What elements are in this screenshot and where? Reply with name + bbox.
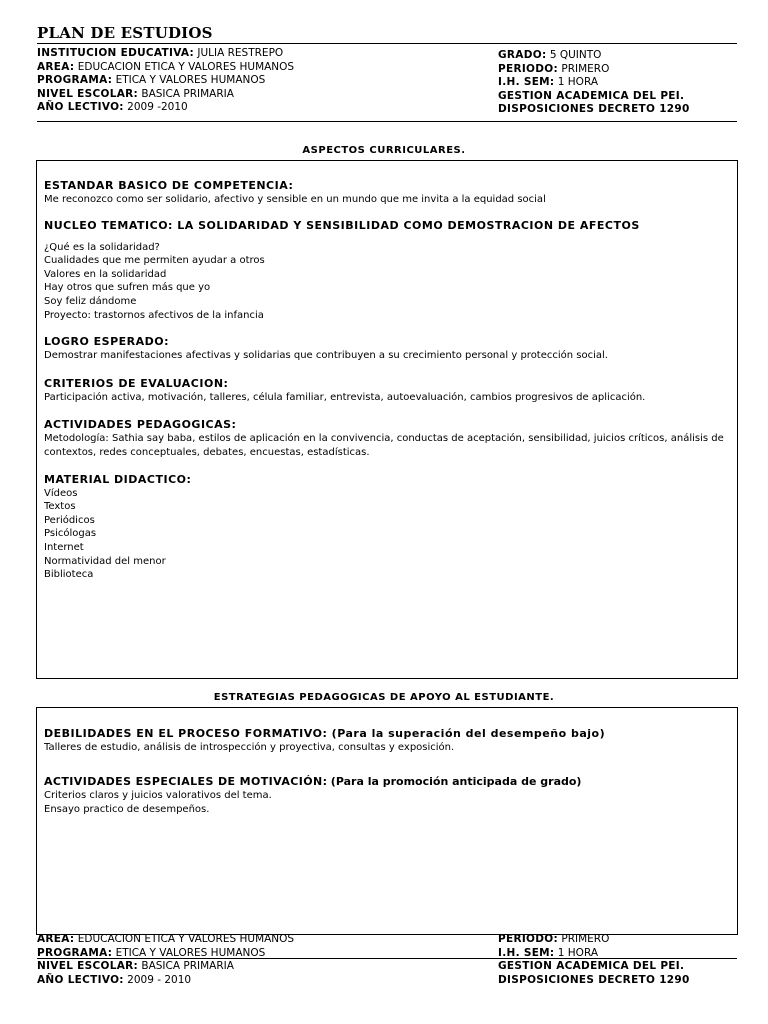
programa-label: PROGRAMA: bbox=[37, 74, 113, 86]
list-item: Hay otros que sufren más que yo bbox=[44, 282, 211, 294]
footer-periodo-label: PERIODO: bbox=[498, 933, 559, 945]
material-list bbox=[44, 487, 734, 582]
disposiciones-row bbox=[498, 103, 690, 117]
especiales-heading-row bbox=[44, 775, 734, 790]
actividades-line-2: contextos, redes conceptuales, debates, encuestas, estadísticas. bbox=[44, 446, 370, 458]
periodo-value: PRIMERO bbox=[561, 62, 610, 75]
curricular-content bbox=[44, 179, 734, 582]
footer-left-info bbox=[37, 933, 294, 987]
strategies-content bbox=[44, 727, 734, 816]
title-rule bbox=[37, 43, 737, 44]
ih-sem-value: 1 HORA bbox=[557, 76, 598, 88]
footer-disposiciones-row bbox=[498, 974, 690, 988]
footer-programa-label: PROGRAMA: bbox=[37, 946, 113, 959]
footer-nivel-row bbox=[37, 960, 294, 974]
footer-gestion-label: GESTION ACADEMICA DEL PEI. bbox=[498, 960, 685, 972]
curricular-section-title: ASPECTOS CURRICULARES. bbox=[302, 145, 466, 156]
header-bottom-rule bbox=[37, 121, 737, 122]
programa-value: ETICA Y VALORES HUMANOS bbox=[115, 74, 266, 86]
strategies-section-title: ESTRATEGIAS PEDAGOGICAS DE APOYO AL ESTUDIANTE. bbox=[213, 692, 555, 703]
institucion-value: JULIA RESTREPO bbox=[197, 47, 284, 59]
ano-label: AÑO LECTIVO: bbox=[37, 101, 124, 113]
estandar-heading: ESTANDAR BASICO DE COMPETENCIA: bbox=[44, 179, 294, 192]
ih-sem-row bbox=[498, 76, 690, 90]
nivel-value: BASICA PRIMARIA bbox=[141, 87, 234, 100]
programa-row bbox=[37, 74, 294, 88]
ano-value: 2009 -2010 bbox=[127, 101, 188, 113]
footer-programa-value: ETICA Y VALORES HUMANOS bbox=[115, 946, 266, 959]
periodo-label: PERIODO: bbox=[498, 62, 559, 75]
footer-ih-sem-row bbox=[498, 947, 690, 961]
nucleo-list bbox=[44, 241, 734, 323]
footer-periodo-value: PRIMERO bbox=[561, 933, 610, 945]
document-title: PLAN DE ESTUDIOS bbox=[37, 24, 213, 42]
header-right-info bbox=[498, 49, 690, 117]
especiales-heading: ACTIVIDADES ESPECIALES DE MOTIVACIÓN bbox=[44, 774, 323, 788]
criterios-heading: CRITERIOS DE EVALUACION: bbox=[44, 376, 229, 390]
footer-ano-label: AÑO LECTIVO: bbox=[37, 973, 124, 986]
footer-ih-sem-value: 1 HORA bbox=[557, 946, 598, 959]
area-label: AREA: bbox=[37, 60, 75, 73]
debilidades-heading: DEBILIDADES EN EL PROCESO FORMATIVO: (Para la superación del desempeño bajo) bbox=[44, 727, 606, 740]
list-item: Ensayo practico de desempeños. bbox=[44, 803, 210, 815]
area-value: EDUCACION ETICA Y VALORES HUMANOS bbox=[77, 60, 295, 73]
list-item: Vídeos bbox=[44, 487, 78, 499]
ih-sem-label: I.H. SEM: bbox=[498, 76, 555, 88]
institucion-row bbox=[37, 47, 294, 61]
disposiciones-label: DISPOSICIONES DECRETO 1290 bbox=[498, 103, 690, 115]
material-heading: MATERIAL DIDACTICO: bbox=[44, 472, 192, 486]
nucleo-heading: NUCLEO TEMATICO: LA SOLIDARIDAD Y SENSIBILIDAD COMO DEMOSTRACION DE AFECTOS bbox=[44, 218, 640, 232]
list-item: Normatividad del menor bbox=[44, 555, 166, 567]
ano-row bbox=[37, 101, 294, 115]
area-row bbox=[37, 61, 294, 75]
footer-ano-row bbox=[37, 974, 294, 988]
nivel-row bbox=[37, 88, 294, 102]
periodo-row bbox=[498, 63, 690, 77]
list-item: ¿Qué es la solidaridad? bbox=[44, 241, 160, 253]
logro-heading: LOGRO ESPERADO: bbox=[44, 335, 170, 349]
footer-ih-sem-label: I.H. SEM: bbox=[498, 946, 555, 959]
list-item: Textos bbox=[44, 501, 76, 513]
nivel-label: NIVEL ESCOLAR: bbox=[37, 87, 139, 100]
list-item: Psicólogas bbox=[44, 528, 97, 540]
list-item: Criterios claros y juicios valorativos del tema. bbox=[44, 790, 272, 802]
footer-ano-value: 2009 - 2010 bbox=[127, 973, 192, 986]
gestion-row bbox=[498, 90, 690, 104]
grado-row bbox=[498, 49, 690, 63]
debilidades-text: Talleres de estudio, análisis de introspección y proyectiva, consultas y exposición. bbox=[44, 742, 455, 753]
grado-label: GRADO: bbox=[498, 49, 547, 61]
footer-area-value: EDUCACION ETICA Y VALORES HUMANOS bbox=[77, 933, 295, 945]
list-item: Proyecto: trastornos afectivos de la infancia bbox=[44, 309, 264, 321]
header-left-info bbox=[37, 47, 294, 115]
list-item: Cualidades que me permiten ayudar a otros bbox=[44, 255, 265, 267]
list-item: Biblioteca bbox=[44, 569, 94, 581]
actividades-line-1: Metodología: Sathia say baba, estilos de aplicación en la convivencia, conductas de aceptación, sensibilidad, juicios críticos, análisis de bbox=[44, 433, 724, 445]
footer-right-info bbox=[498, 933, 690, 987]
footer-area-label: AREA: bbox=[37, 933, 75, 945]
especiales-subheading: : (Para la promoción anticipada de grado) bbox=[322, 774, 582, 788]
logro-text: Demostrar manifestaciones afectivas y solidarias que contribuyen a su crecimiento personal y protección social. bbox=[44, 350, 608, 362]
grado-value: 5 QUINTO bbox=[549, 49, 602, 61]
institucion-label: INSTITUCION EDUCATIVA: bbox=[37, 47, 195, 59]
gestion-label: GESTION ACADEMICA DEL PEI. bbox=[498, 89, 685, 102]
list-item: Valores en la solidaridad bbox=[44, 268, 167, 280]
actividades-heading: ACTIVIDADES PEDAGOGICAS: bbox=[44, 418, 237, 432]
list-item: Soy feliz dándome bbox=[44, 295, 137, 307]
footer-periodo-row bbox=[498, 933, 690, 947]
footer-nivel-label: NIVEL ESCOLAR: bbox=[37, 960, 139, 972]
list-item: Periódicos bbox=[44, 514, 95, 526]
footer-gestion-row bbox=[498, 960, 690, 974]
footer-area-row bbox=[37, 933, 294, 947]
criterios-text: Participación activa, motivación, talleres, célula familiar, entrevista, autoevaluación, cambios progresivos de aplicación. bbox=[44, 391, 646, 403]
footer-disposiciones-label: DISPOSICIONES DECRETO 1290 bbox=[498, 973, 690, 986]
footer-nivel-value: BASICA PRIMARIA bbox=[141, 960, 234, 972]
list-item: Internet bbox=[44, 541, 84, 553]
estandar-text: Me reconozco como ser solidario, afectivo y sensible en un mundo que me invita a la equidad social bbox=[44, 194, 546, 205]
